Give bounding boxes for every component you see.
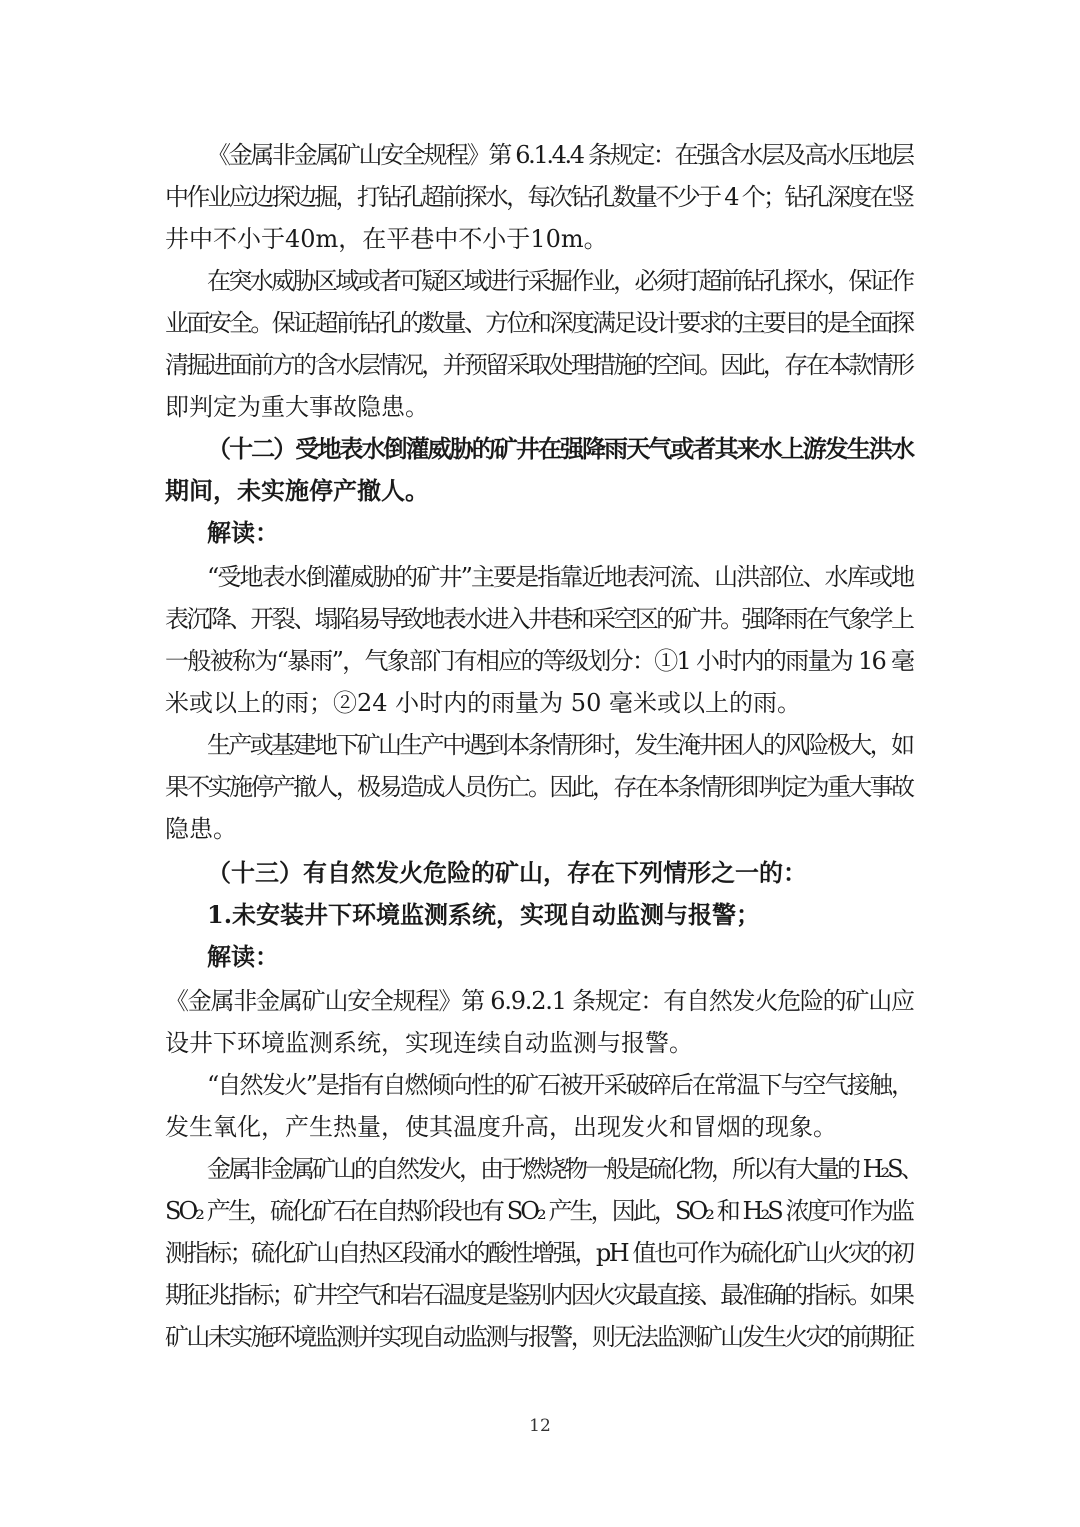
- line-text: 金属非金属矿山的自然发火，由于燃烧物一般是硫化物，所以有大量的 H₂S、: [207, 1155, 922, 1183]
- line-text: （十三）有自然发火危险的矿山，存在下列情形之一的：: [207, 858, 807, 887]
- line-text: 隐患。: [165, 815, 237, 843]
- text-line: [0, 1280, 1080, 1310]
- heading-line: [0, 476, 1080, 506]
- line-text: 中作业应边探边掘，打钻孔超前探水，每次钻孔数量不少于 4 个；钻孔深度在竖: [165, 183, 913, 211]
- line-text: “自然发火”是指有自燃倾向性的矿石被开采破碎后在常温下与空气接触，: [207, 1071, 914, 1099]
- line-text: 清掘进面前方的含水层情况，并预留采取处理措施的空间。因此，存在本款情形: [165, 351, 913, 379]
- heading-line: [0, 518, 1080, 548]
- text-line: [0, 1196, 1080, 1226]
- text-line: [0, 646, 1080, 676]
- text-line: [0, 562, 1080, 592]
- line-text: 《金属非金属矿山安全规程》第 6.1.4.4 条规定：在强含水层及高水压地层: [207, 141, 913, 169]
- page-number: 12: [529, 1416, 551, 1436]
- line-text: SO₂ 产生，硫化矿石在自热阶段也有 SO₂ 产生，因此，SO₂ 和 H₂S 浓度可作为监: [165, 1197, 913, 1225]
- heading-line: [0, 858, 1080, 888]
- line-text: 业面安全。保证超前钻孔的数量、方位和深度满足设计要求的主要目的是全面探: [165, 309, 913, 337]
- text-line: [0, 1238, 1080, 1268]
- line-text: 果不实施停产撤人，极易造成人员伤亡。因此，存在本条情形即判定为重大事故: [165, 773, 913, 801]
- line-text: 期间，未实施停产撤人。: [165, 476, 429, 505]
- line-text: 解读：: [207, 518, 279, 547]
- text-line: [0, 730, 1080, 760]
- heading-line: [0, 900, 1080, 930]
- text-line: [0, 392, 1080, 422]
- line-text: 矿山未实施环境监测并实现自动监测与报警，则无法监测矿山发生火灾的前期征: [165, 1323, 913, 1351]
- heading-line: [0, 942, 1080, 972]
- line-text: （十二）受地表水倒灌威胁的矿井在强降雨天气或者其来水上游发生洪水: [207, 434, 914, 463]
- text-line: [0, 1154, 1080, 1184]
- line-text: 解读：: [207, 942, 279, 971]
- line-text: 表沉降、开裂、塌陷易导致地表水进入井巷和采空区的矿井。强降雨在气象学上: [165, 605, 913, 633]
- text-line: [0, 986, 1080, 1016]
- line-text: 1.未安装井下环境监测系统，实现自动监测与报警；: [207, 900, 761, 929]
- line-text: 测指标；硫化矿山自热区段涌水的酸性增强，pH 值也可作为硫化矿山火灾的初: [165, 1239, 913, 1267]
- line-text: 在突水威胁区域或者可疑区域进行采掘作业，必须打超前钻孔探水，保证作: [207, 267, 913, 295]
- text-line: [0, 1028, 1080, 1058]
- text-line: [0, 224, 1080, 254]
- text-line: [0, 1112, 1080, 1142]
- line-text: 井中不小于40m，在平巷中不小于10m。: [165, 225, 608, 253]
- line-text: 生产或基建地下矿山生产中遇到本条情形时，发生淹井困人的风险极大，如: [207, 731, 913, 759]
- line-text: 米或以上的雨；②24 小时内的雨量为 50 毫米或以上的雨。: [165, 689, 801, 717]
- heading-line: [0, 434, 1080, 464]
- line-text: 发生氧化，产生热量，使其温度升高，出现发火和冒烟的现象。: [165, 1113, 837, 1141]
- line-text: “受地表水倒灌威胁的矿井”主要是指靠近地表河流、山洪部位、水库或地: [207, 563, 914, 591]
- text-line: [0, 772, 1080, 802]
- text-line: [0, 350, 1080, 380]
- text-line: [0, 688, 1080, 718]
- line-text: 期征兆指标；矿井空气和岩石温度是鉴别内因火灾最直接、最准确的指标。如果: [165, 1281, 913, 1309]
- text-line: [0, 182, 1080, 212]
- line-text: 即判定为重大事故隐患。: [165, 393, 429, 421]
- text-line: [0, 308, 1080, 338]
- line-text: 一般被称为“暴雨”，气象部门有相应的等级划分：①1 小时内的雨量为 16 毫: [165, 647, 914, 675]
- text-line: [0, 266, 1080, 296]
- line-text: 《金属非金属矿山安全规程》第 6.9.2.1 条规定：有自然发火危险的矿山应: [165, 987, 914, 1015]
- text-line: [0, 814, 1080, 844]
- text-line: [0, 1322, 1080, 1352]
- text-line: [0, 1070, 1080, 1100]
- text-line: [0, 140, 1080, 170]
- line-text: 设井下环境监测系统，实现连续自动监测与报警。: [165, 1029, 693, 1057]
- text-line: [0, 604, 1080, 634]
